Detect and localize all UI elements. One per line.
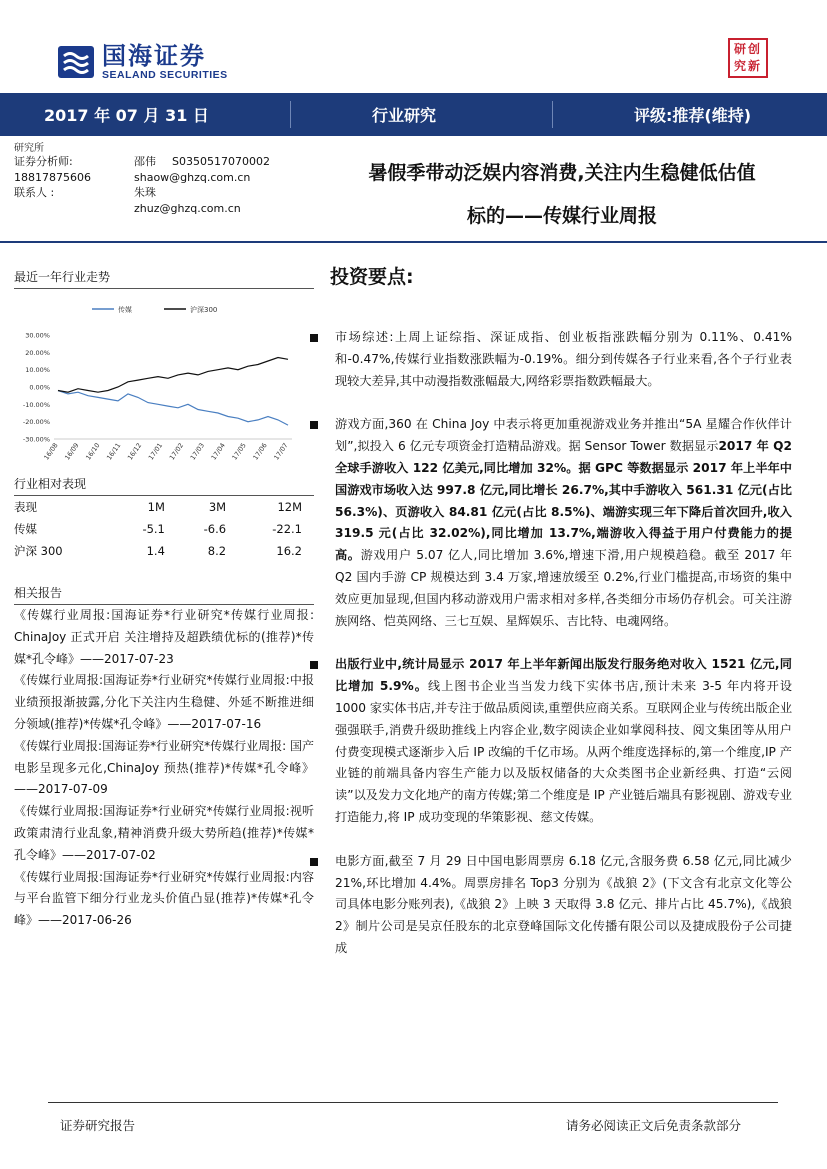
related-reports-list — [14, 605, 314, 932]
report-header-bar — [0, 93, 827, 136]
film-paragraph: 电影方面,截至 7 月 29 日中国电影周票房 6.18 亿元,含服务费 6.58 亿元,同比减少 21%,环比增加 4.4%。周票房排名 Top3 分别为《战狼 2》(下文含有北京文化等公司具体电影分账列表),《战狼 2》上映 3 天取得 3.8 亿元、排片占比 45.7%),《战狼 2》制片公司是吴京任股东的北京登峰国际文化传播有限公司以及捷成股份子公司捷成 — [330, 851, 792, 960]
related-report-link[interactable]: 《传媒行业周报:国海证券*行业研究*传媒行业周报: ChinaJoy 正式开启 关注增持及超跌绩优标的(推荐)*传媒*孔令峰》——2017-07-23 — [14, 608, 314, 666]
investment-highlights-title: 投资要点: — [330, 266, 414, 288]
table-row: 沪深 300 1.4 8.2 16.2 — [14, 544, 302, 558]
legend-label: 沪深300 — [190, 306, 218, 314]
x-tick-label: 17/07 — [272, 441, 290, 462]
bullet-icon — [310, 421, 318, 429]
table-header-row: 表现 1M 3M 12M — [14, 500, 302, 514]
report-title — [322, 152, 802, 238]
logo-text-cn: 国海证券 — [102, 42, 206, 70]
performance-section-title: 行业相对表现 — [14, 475, 314, 496]
x-tick-label: 16/09 — [63, 441, 81, 462]
x-tick-label: 16/12 — [125, 441, 144, 462]
logo-text-en: SEALAND SECURITIES — [102, 69, 228, 81]
bullet-icon — [310, 334, 318, 342]
market-summary-paragraph: 市场综述:上周上证综指、深证成指、创业板指涨跌幅分别为 0.11%、0.41%和-0.47%,传媒行业指数涨跌幅为-0.19%。细分到传媒各子行业来看,各个子行业表现较大差异,其中动漫指数涨幅最大,网络彩票指数跌幅最大。 — [330, 327, 792, 392]
table-row: 传媒 -5.1 -6.6 -22.1 — [14, 522, 302, 536]
bullet-icon — [310, 858, 318, 866]
y-tick-label: -30.00% — [22, 435, 50, 444]
trend-section-title: 最近一年行业走势 — [14, 268, 314, 289]
y-tick-label: 10.00% — [25, 366, 50, 375]
divider — [290, 101, 291, 128]
contact-row: 联系人 : 朱珠 — [14, 186, 156, 199]
y-tick-label: 30.00% — [25, 331, 50, 340]
footer-left: 证券研究报告 — [60, 1118, 136, 1133]
institute-label: 研究所 — [14, 143, 44, 154]
x-tick-label: 17/03 — [188, 441, 207, 462]
company-logo — [56, 40, 228, 84]
x-tick-label: 16/11 — [105, 441, 123, 462]
report-category: 行业研究 — [372, 106, 437, 125]
legend-label: 传媒 — [118, 306, 132, 314]
bullet-icon — [310, 661, 318, 669]
related-report-link[interactable]: 《传媒行业周报:国海证券*行业研究*传媒行业周报: 国产电影呈现多元化,ChinaJoy 预热(推荐)*传媒*孔令峰》——2017-07-09 — [14, 738, 314, 797]
x-tick-label: 17/01 — [146, 441, 165, 462]
y-tick-label: -10.00% — [22, 400, 50, 409]
x-tick-label: 16/08 — [42, 441, 60, 462]
series-line-media — [58, 391, 288, 426]
main-content — [330, 262, 792, 960]
related-report-link[interactable]: 《传媒行业周报:国海证券*行业研究*传媒行业周报:中报业绩预报渐披露,分化下关注内生稳健、外延不断推进细分领域(推荐)*传媒*孔令峰》——2017-07-16 — [14, 673, 314, 731]
research-seal-stamp: 研创 究新 — [728, 38, 768, 78]
publishing-paragraph: 出版行业中,统计局显示 2017 年上半年新闻出版发行服务绝对收入 1521 亿元,同比增加 5.9%。线上图书企业当当发力线下实体书店,预计未来 3-5 年内将开设 1000 家实体书店,并专注于做品质阅读,重塑供应商关系。互联网企业与传统出版企业强强联手,消费升级助推线上内容企业,数字阅读企业如掌阅科技、阅文集团等从用户付费变现模式逐渐步入后 IP 改编的千亿市场。从两个维度选择标的,第一个维度,IP 产业链的前端具备内容生产能力以及版权储备的大众类图书企业新经典、打造“云阅读”以及发力文化地产的南方传媒;第二个维度是 IP 产业链后端具有影视剧、游戏专业打造能力,将 IP 成功变现的华策影视、慈文传媒。 — [330, 654, 792, 828]
contact-row: 证券分析师: 邵伟 S0350517070002 — [14, 155, 270, 168]
x-tick-label: 17/04 — [209, 441, 227, 462]
report-date: 2017 年 07 月 31 日 — [44, 106, 209, 125]
contact-row: zhuz@ghzq.com.cn — [134, 201, 241, 215]
footer-rule — [48, 1102, 778, 1103]
analyst-contacts — [14, 154, 314, 216]
y-tick-label: -20.00% — [22, 418, 50, 427]
divider — [552, 101, 553, 128]
industry-trend-chart — [14, 297, 304, 462]
report-rating: 评级:推荐(维持) — [634, 106, 752, 125]
y-tick-label: 20.00% — [25, 348, 50, 357]
x-tick-label: 17/05 — [230, 441, 248, 462]
related-report-link[interactable]: 《传媒行业周报:国海证券*行业研究*传媒行业周报:视听政策肃清行业乱象,精神消费升级大势所趋(推荐)*传媒*孔令峰》——2017-07-02 — [14, 804, 314, 862]
related-reports-title: 相关报告 — [14, 586, 63, 600]
report-title-line1: 暑假季带动泛娱内容消费,关注内生稳健低估值 — [368, 162, 756, 184]
x-tick-label: 17/02 — [167, 441, 186, 462]
related-report-link[interactable]: 《传媒行业周报:国海证券*行业研究*传媒行业周报:内容与平台监管下细分行业龙头价值凸显(推荐)*传媒*孔令峰》——2017-06-26 — [14, 869, 314, 928]
x-tick-label: 16/10 — [84, 441, 102, 462]
y-tick-label: 0.00% — [29, 383, 50, 392]
x-tick-label: 17/06 — [251, 441, 269, 462]
left-sidebar — [14, 136, 314, 932]
performance-table — [14, 496, 310, 562]
footer-disclaimer: 请务必阅读正文后免责条款部分 — [566, 1118, 742, 1133]
sealand-logo-icon — [56, 42, 96, 82]
contact-row: 18817875606 shaow@ghzq.com.cn — [14, 170, 251, 184]
report-title-line2: 标的——传媒行业周报 — [466, 205, 657, 227]
gaming-paragraph: 游戏方面,360 在 China Joy 中表示将更加重视游戏业务并推出“5A 星耀合作伙伴计划”,拟投入 6 亿元专项资金打造精品游戏。据 Sensor Tower 数据显示2017 年 Q2 全球手游收入 122 亿美元,同比增加 32%。据 GPC 等数据显示 2017 年上半年中国游戏市场收入达 997.8 亿元,同比增长 26.7%,其中手游收入 561.31 亿元(占比 56.3%)、页游收入 84.81 亿元(占比 8.5%)、端游实现三年下降后首次回升,收入 319.5 元(占比 32.02%),同比增加 13.7%,端游收入得益于用户付费能力的提高。游戏用户 5.07 亿人,同比增加 3.6%,增速下滑,用户规模趋稳。截至 2017 年 Q2 国内手游 CP 规模达到 3.4 万家,增速放缓至 0.2%,行业门槛提高,市场资的集中效应更加显现,但国内移动游戏用户需求相对多样,各类细分市场仍存机会。可关注游族网络、恺英网络、三七互娱、星辉娱乐、吉比特、电魂网络。 — [330, 414, 792, 632]
series-line-csi300 — [58, 358, 288, 393]
